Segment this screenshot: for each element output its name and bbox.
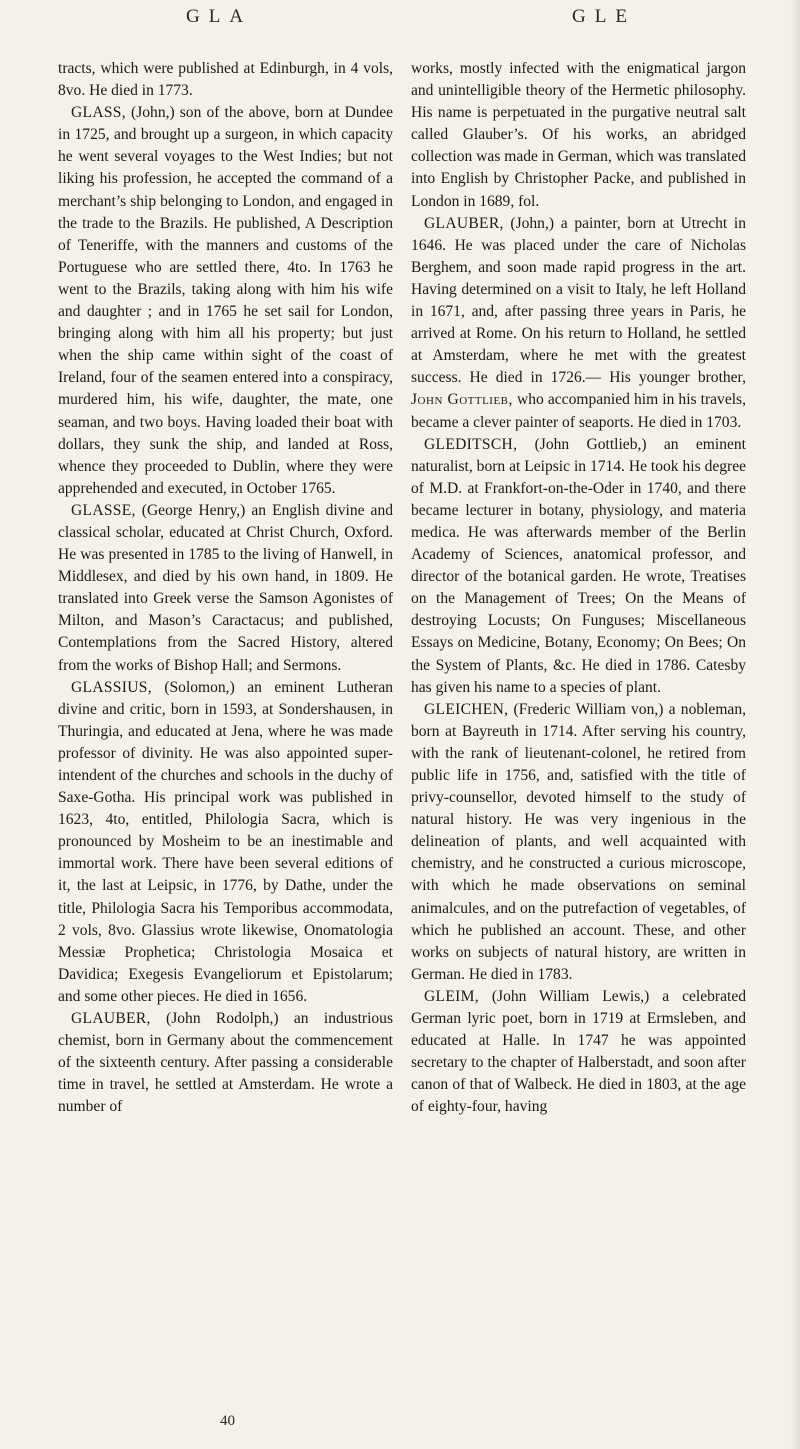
entry-headword: GLASSIUS, (71, 678, 152, 696)
entry-text: (John,) a painter, born at Utrecht in 1646. He was placed under the care of Nicholas Berghem, and soon made rapid progress in the art. Having determined on a visit to Italy, he left Holland in 1671, and, after passing three years in Paris, he arrived at Rome. On his return to Holland, he settled at Amsterdam, where he met with the greatest success. He died in 1726.— His younger brother, (411, 214, 746, 387)
page-edge-shadow (791, 0, 800, 1449)
entry-headword: GLEDITSCH, (424, 435, 518, 453)
running-head-right: GLE (572, 6, 636, 27)
entry-headword: GLEICHEN, (424, 700, 509, 718)
entry-continuation (58, 58, 393, 102)
entry-text: tracts, which were published at Edinburgh, in 4 vols, 8vo. He died in 1773. (58, 60, 393, 100)
entry-small-caps-name: John Gottlieb, (411, 391, 513, 409)
entry-text: who accompanied him in his travels, became a clever painter of seaports. He died in 1703. (411, 391, 746, 431)
entry-gleichen (411, 699, 746, 986)
entry-headword: GLAUBER, (424, 214, 504, 232)
entry-text: (John Rodolph,) an industrious chemist, born in Germany about the commencement of the sixteenth century. After passing a considerable time in travel, he settled at Amsterdam. He wrote a number of (58, 1010, 393, 1116)
entry-text: (Solomon,) an eminent Lutheran divine and critic, born in 1593, at Sondershausen, in Thuringia, and educated at Jena, where he was made professor of divinity. He was also appointed super-intendent of the churches and schools in the duchy of Saxe-Gotha. His principal work was published in 1623, 4to, entitled, Philologia Sacra, which is pronounced by Mosheim to be an inestimable and immortal work. There have been several editions of it, the last at Leipsic, in 1776, by Dathe, under the title, Philologia Sacra his Temporibus accommodata, 2 vols, 8vo. Glassius wrote likewise, Onomatologia Messiæ Prophetica; Christologia Mosaica et Davidica; Exegesis Evangeliorum et Epistolarum; and some other pieces. He died in 1656. (58, 678, 393, 1005)
entry-glass-john (58, 102, 393, 500)
page-number: 40 (220, 1413, 235, 1429)
entry-text: (John,) son of the above, born at Dundee in 1725, and brought up a surgeon, in which capacity he went several voyages to the West Indies; but not liking his profession, he accepted the command of a merchant’s ship belonging to London, and engaged in the trade to the Brazils. He published, A Description of Teneriffe, with the manners and customs of the Portuguese who are settled there, 4to. In 1763 he went to the Brazils, taking along with him his wife and daughter ; and in 1765 he set sail for London, bringing along with him all his property; but just when the ship came within sight of the coast of Ireland, four of the seamen entered into a conspiracy, murdered him, his wife, daughter, the mate, one seaman, and two boys. Having loaded their boat with dollars, they sunk the ship, and landed at Ross, whence they proceeded to Dublin, where they were apprehended and executed, in October 1765. (58, 104, 393, 497)
entry-text: (John Gottlieb,) an eminent naturalist, born at Leipsic in 1714. He took his degree of M.D. at Frankfort-on-the-Oder in 1740, and there became lecturer in botany, physiology, and materia medica. He was afterwards member of the Berlin Academy of Sciences, anatomical professor, and director of the botanical garden. He wrote, Treatises on the Management of Trees; On the Means of destroying Locusts; On Funguses; Miscellaneous Essays on Medicine, Botany, Economy; On Bees; On the System of Plants, &c. He died in 1786. Catesby has given his name to a species of plant. (411, 435, 746, 696)
entry-headword: GLASSE, (71, 501, 136, 519)
entry-headword: GLEIM, (424, 987, 479, 1005)
left-column (58, 58, 393, 1119)
entry-glauber-john-rodolph (58, 1008, 393, 1118)
entry-continuation (411, 58, 746, 213)
entry-glasse (58, 500, 393, 677)
entry-glauber-john (411, 213, 746, 434)
entry-text: (George Henry,) an English divine and classical scholar, educated at Christ Church, Oxford. He was presented in 1785 to the living of Hanwell, in Middlesex, and died by his own hand, in 1809. He translated into Greek verse the Samson Agonistes of Milton, and Mason’s Caractacus; and published, Contemplations from the Sacred History, altered from the works of Bishop Hall; and Sermons. (58, 501, 393, 674)
entry-headword: GLASS, (71, 104, 126, 122)
entry-glassius (58, 677, 393, 1008)
entry-gleditsch (411, 434, 746, 699)
entry-text: works, mostly infected with the enigmatical jargon and unintelligible theory of the Hermetic philosophy. His name is perpetuated in the purgative neutral salt called Glauber’s. Of his works, an abridged collection was made in German, which was translated into English by Christopher Packe, and published in London in 1689, fol. (411, 60, 747, 210)
entry-gleim (411, 986, 746, 1119)
entry-text: (Frederic William von,) a nobleman, born at Bayreuth in 1714. After serving his country, with the rank of lieutenant-colonel, he retired from public life in 1756, and, satisfied with the title of privy-counsellor, devoted himself to the study of natural history. He was very ingenious in the delineation of plants, and well acquainted with chemistry, and he constructed a curious microscope, with which he made observations on seminal animalcules, and on the putrefaction of vegetables, of which he published an account. These, and other works on subjects of natural history, are written in German. He died in 1783. (411, 700, 746, 983)
entry-text: (John William Lewis,) a celebrated German lyric poet, born in 1719 at Ermsleben, and educated at Halle. In 1747 he was appointed secretary to the chapter of Halberstadt, and soon after canon of that of Walbeck. He died in 1803, at the age of eighty-four, having (411, 987, 746, 1116)
right-column (411, 58, 746, 1119)
running-head-left: GLA (186, 6, 253, 27)
entry-headword: GLAUBER, (71, 1010, 151, 1028)
